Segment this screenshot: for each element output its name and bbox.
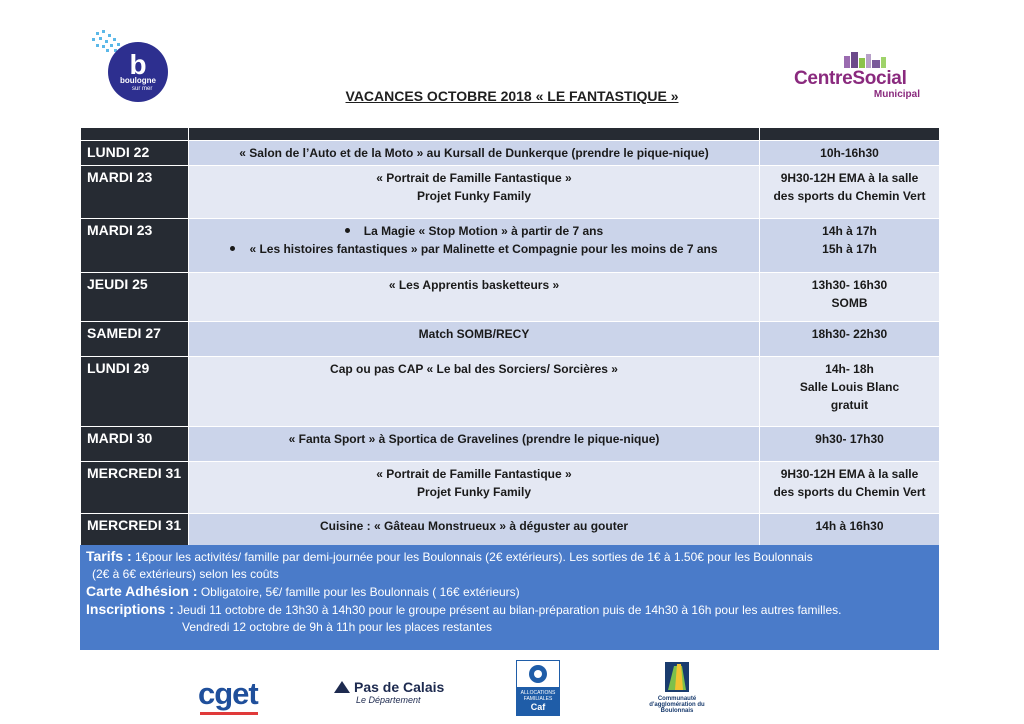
time-cell bbox=[760, 273, 940, 322]
time-line: 18h30- 22h30 bbox=[811, 327, 888, 341]
table-row bbox=[81, 273, 940, 322]
day-cell: MERCREDI 31 bbox=[81, 462, 189, 514]
schedule-table bbox=[80, 127, 940, 546]
table-row bbox=[81, 166, 940, 219]
cget-logo-bar bbox=[200, 712, 258, 715]
table-row bbox=[81, 219, 940, 273]
time-cell bbox=[760, 166, 940, 219]
buildings-icon bbox=[790, 50, 926, 70]
table-row bbox=[81, 462, 940, 514]
time-line: 13h30- 16h30 bbox=[811, 278, 888, 292]
inscriptions-text: Jeudi 11 octobre de 13h30 à 14h30 pour le groupe présent au bilan-préparation puis de 14h30 à 16h pour les autres familles. bbox=[173, 603, 842, 617]
adhesion-line bbox=[86, 583, 933, 601]
bullet-icon bbox=[345, 228, 350, 233]
boulogne-logo-text: boulogne bbox=[120, 76, 156, 85]
table-header-row bbox=[81, 128, 940, 141]
day-cell: JEUDI 25 bbox=[81, 273, 189, 322]
activity-line: « Fanta Sport » à Sportica de Gravelines (prendre le pique-nique) bbox=[288, 432, 660, 446]
pas-de-calais-sub: Le Département bbox=[356, 695, 421, 705]
activity-cell bbox=[189, 357, 760, 427]
time-cell bbox=[760, 322, 940, 357]
table-row bbox=[81, 141, 940, 166]
table-row bbox=[81, 427, 940, 462]
time-line: 9h30- 17h30 bbox=[815, 432, 884, 446]
activity-cell bbox=[189, 273, 760, 322]
time-cell bbox=[760, 427, 940, 462]
tarifs-line bbox=[86, 548, 933, 566]
table-row bbox=[81, 514, 940, 546]
activity-text: La Magie « Stop Motion » à partir de 7 ans bbox=[363, 224, 604, 238]
time-line: 14h à 17h bbox=[822, 224, 877, 238]
tarifs-text-2: (2€ à 6€ extérieurs) selon les coûts bbox=[92, 567, 279, 581]
pas-de-calais-text: Pas de Calais bbox=[354, 679, 445, 695]
ca-boulonnais-text: Communauté d'agglomération du Boulonnais bbox=[649, 696, 705, 714]
cget-logo-text: cget bbox=[198, 676, 258, 711]
page-title: VACANCES OCTOBRE 2018 « LE FANTASTIQUE » bbox=[345, 88, 679, 104]
table-row bbox=[81, 322, 940, 357]
time-line: Salle Louis Blanc bbox=[799, 380, 900, 394]
adhesion-label: Carte Adhésion : bbox=[86, 583, 198, 599]
activity-cell bbox=[189, 166, 760, 219]
activity-line: Cap ou pas CAP « Le bal des Sorciers/ Sorcières » bbox=[330, 362, 618, 376]
activity-line: « Salon de l’Auto et de la Moto » au Kursall de Dunkerque (prendre le pique-nique) bbox=[239, 146, 709, 160]
activity-cell bbox=[189, 514, 760, 546]
svg-text:b: b bbox=[129, 49, 147, 80]
day-cell: MARDI 30 bbox=[81, 427, 189, 462]
time-line: 15h à 17h bbox=[822, 242, 877, 256]
cget-logo bbox=[198, 676, 258, 712]
time-line: 10h-16h30 bbox=[820, 146, 879, 160]
day-cell: SAMEDI 27 bbox=[81, 322, 189, 357]
tarifs-label: Tarifs : bbox=[86, 548, 132, 564]
centre-social-sub: Municipal bbox=[873, 89, 920, 100]
day-cell: MARDI 23 bbox=[81, 219, 189, 273]
table-row bbox=[81, 357, 940, 427]
activity-line bbox=[189, 222, 759, 240]
bullet-icon bbox=[230, 246, 235, 251]
day-cell: MARDI 23 bbox=[81, 166, 189, 219]
time-cell bbox=[760, 514, 940, 546]
inscriptions-label: Inscriptions : bbox=[86, 601, 174, 617]
caf-emblem-icon bbox=[517, 661, 559, 687]
time-line: 14h à 16h30 bbox=[815, 519, 884, 533]
pas-de-calais-name bbox=[334, 679, 444, 695]
activity-line: Match SOMB/RECY bbox=[418, 327, 530, 341]
time-line: 9H30-12H EMA à la salle bbox=[780, 467, 919, 481]
activity-cell bbox=[189, 462, 760, 514]
pas-de-calais-logo bbox=[334, 679, 444, 705]
caf-logo-emblem bbox=[516, 660, 560, 688]
activity-cell bbox=[189, 322, 760, 357]
time-line: des sports du Chemin Vert bbox=[773, 189, 926, 203]
time-line: des sports du Chemin Vert bbox=[773, 485, 926, 499]
activity-cell bbox=[189, 427, 760, 462]
day-cell: MERCREDI 31 bbox=[81, 514, 189, 546]
caf-logo-name: Caf bbox=[530, 702, 546, 712]
activity-cell bbox=[189, 219, 760, 273]
time-line: SOMB bbox=[831, 296, 868, 310]
activity-line: « Les Apprentis basketteurs » bbox=[388, 278, 560, 292]
activity-line: Projet Funky Family bbox=[416, 485, 532, 499]
time-line: 9H30-12H EMA à la salle bbox=[780, 171, 919, 185]
triangle-icon bbox=[334, 681, 350, 693]
ca-boulonnais-logo bbox=[648, 660, 706, 720]
tarifs-text: 1€pour les activités/ famille par demi-journée pour les Boulonnais (2€ extérieurs). Les sorties de 1€ à 1.50€ pour les Boulonnais bbox=[131, 550, 813, 564]
time-line: gratuit bbox=[830, 398, 869, 412]
boulogne-logo-sub: sur mer bbox=[132, 86, 153, 92]
activity-line bbox=[189, 240, 759, 258]
activity-line: Cuisine : « Gâteau Monstrueux » à déguster au gouter bbox=[319, 519, 629, 533]
caf-logo-text: ALLOCATIONS FAMILIALES bbox=[520, 690, 556, 702]
adhesion-text: Obligatoire, 5€/ famille pour les Boulonnais ( 16€ extérieurs) bbox=[197, 585, 520, 599]
centre-social-name: CentreSocial bbox=[794, 68, 907, 89]
inscriptions-line bbox=[86, 601, 933, 619]
time-line: 14h- 18h bbox=[825, 362, 874, 376]
time-cell bbox=[760, 141, 940, 166]
activity-line: « Portrait de Famille Fantastique » bbox=[376, 171, 572, 185]
ca-boulonnais-emblem-icon bbox=[648, 660, 706, 694]
time-cell bbox=[760, 462, 940, 514]
activity-cell bbox=[189, 141, 760, 166]
activity-text: « Les histoires fantastiques » par Malinette et Compagnie pour les moins de 7 ans bbox=[249, 242, 718, 256]
time-cell bbox=[760, 357, 940, 427]
inscriptions-text-2: Vendredi 12 octobre de 9h à 11h pour les places restantes bbox=[182, 620, 492, 634]
time-cell bbox=[760, 219, 940, 273]
day-cell: LUNDI 29 bbox=[81, 357, 189, 427]
activity-line: « Portrait de Famille Fantastique » bbox=[376, 467, 572, 481]
activity-line: Projet Funky Family bbox=[416, 189, 532, 203]
day-cell: LUNDI 22 bbox=[81, 141, 189, 166]
caf-logo bbox=[516, 660, 560, 716]
info-box bbox=[80, 545, 939, 650]
